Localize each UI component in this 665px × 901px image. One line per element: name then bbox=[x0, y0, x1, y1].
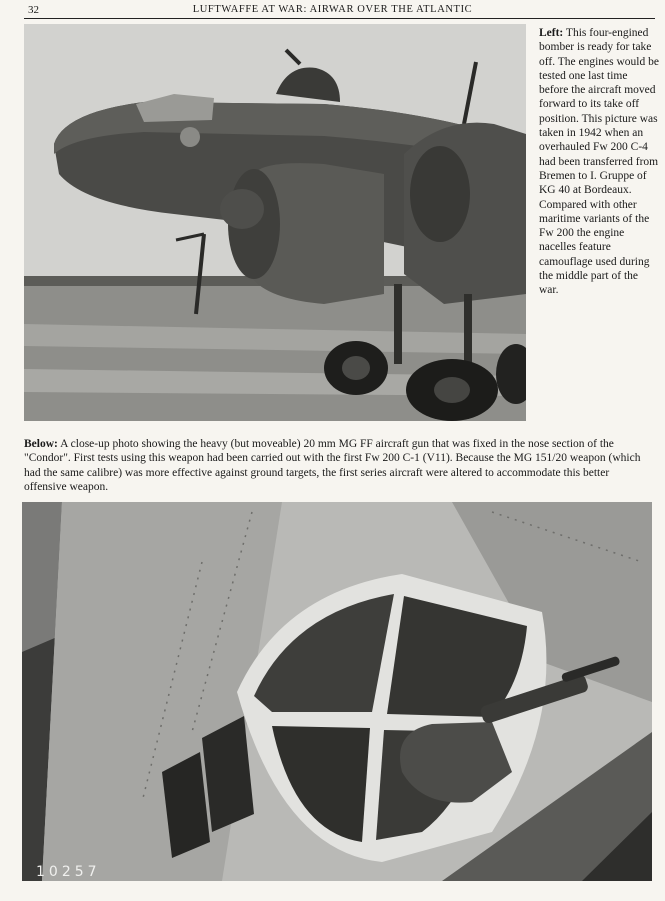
caption-left-text: This four-engined bomber is ready for take off. The engines would be tested one last time before the aircraft moved forward to its take off position. This picture was taken in 1942 when an overhauled Fw 200 C-4 had been transferred from Bremen to I. Gruppe of KG 40 at Bordeaux. Compared with other maritime variants of the Fw 200 the engine nacelles feature camouflage used during the middle part of the war. bbox=[539, 27, 659, 297]
header-rule bbox=[24, 18, 655, 19]
caption-left-label: Left: bbox=[539, 27, 564, 39]
photo-serial-number: 10257 bbox=[36, 864, 101, 880]
photo-nose-gun bbox=[22, 502, 652, 881]
caption-below-label: Below: bbox=[24, 438, 58, 450]
page-number: 32 bbox=[28, 4, 39, 16]
photo-bomber-takeoff bbox=[24, 24, 526, 421]
caption-below-text: A close-up photo showing the heavy (but moveable) 20 mm MG FF aircraft gun that was fixed in the nose section of the "Condor". First tests using this weapon had been carried out with the first Fw 200 C-1 (V11). Because the MG 151/20 weapon (which had the same calibre) was more effective against ground targets, the first series aircraft were altered to accommodate this better offensive weapon. bbox=[24, 438, 641, 493]
caption-below bbox=[24, 437, 646, 494]
running-head: LUFTWAFFE AT WAR: AIRWAR OVER THE ATLANTIC bbox=[192, 4, 473, 15]
caption-left bbox=[539, 26, 659, 298]
